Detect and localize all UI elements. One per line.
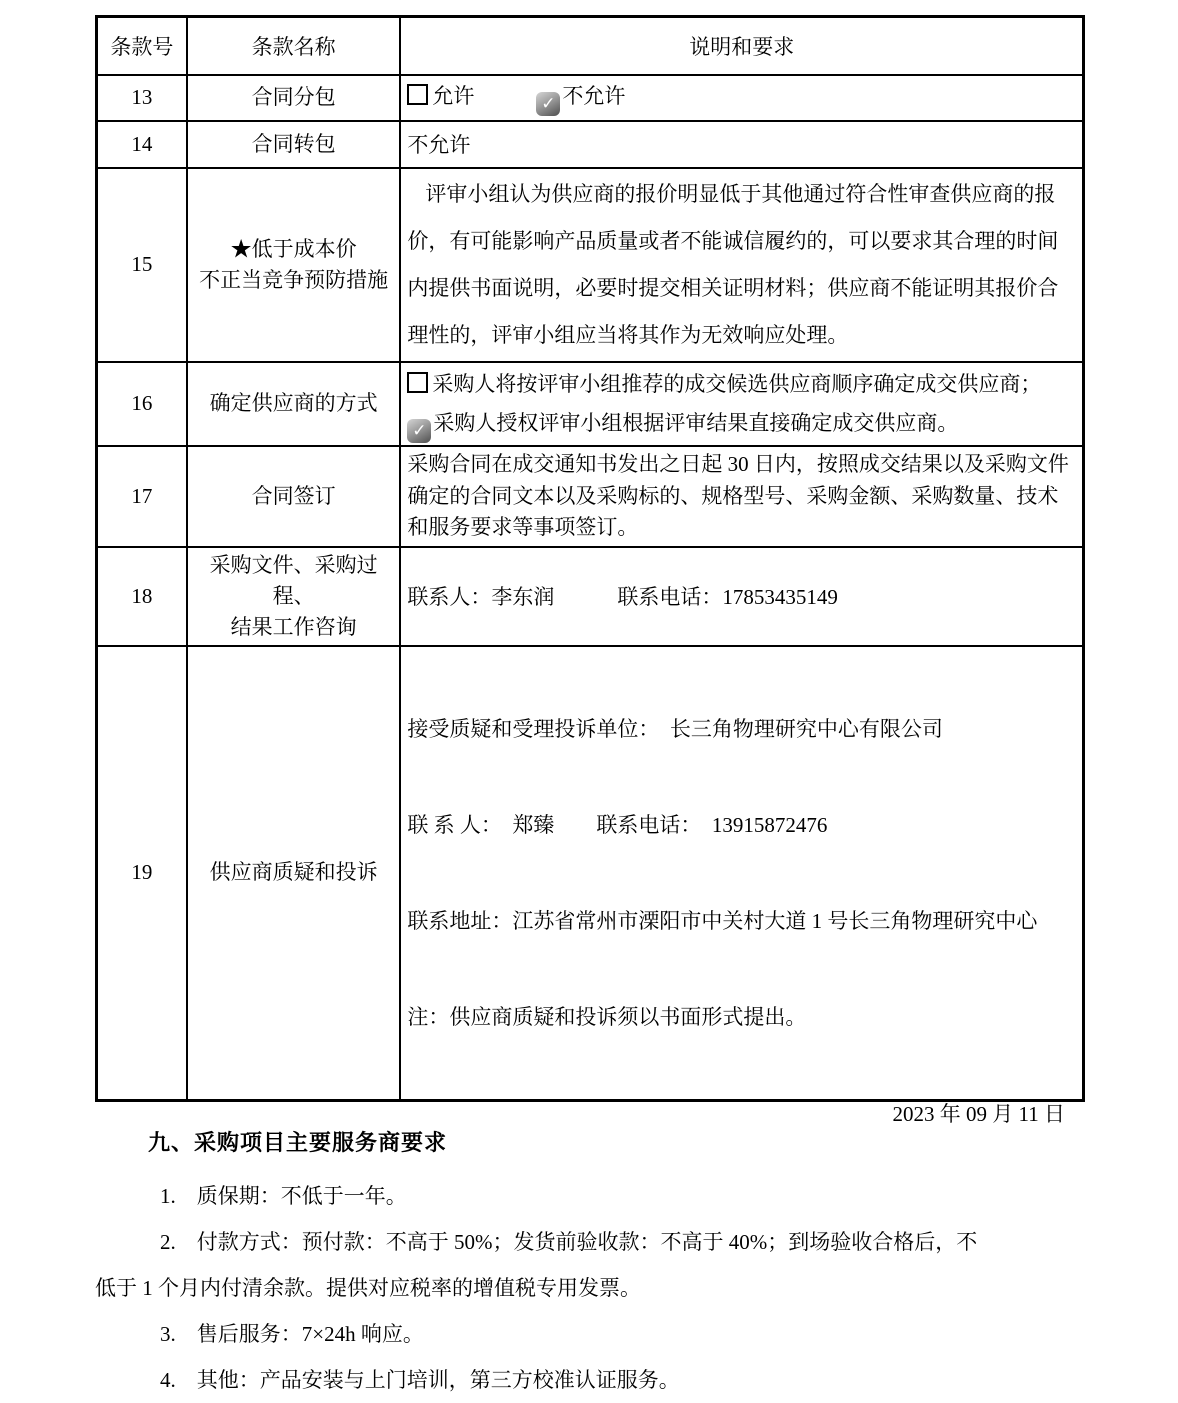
header-clause-name: 条款名称 xyxy=(187,17,401,75)
clause-name-line1: ★低于成本价 xyxy=(230,236,357,261)
clause-desc xyxy=(400,75,1083,121)
checkbox-checked-icon xyxy=(536,92,560,116)
table-header-row xyxy=(97,17,1084,75)
table-row-18 xyxy=(97,547,1084,646)
clause-name: 确定供应商的方式 xyxy=(187,362,401,447)
clause-table xyxy=(95,15,1085,1102)
requirement-list xyxy=(95,1173,1085,1403)
clause-no: 19 xyxy=(97,646,187,1101)
clause-name-line2: 结果工作咨询 xyxy=(230,614,357,639)
table-row-13 xyxy=(97,75,1084,121)
clause-name xyxy=(187,168,401,362)
clause-no: 16 xyxy=(97,362,187,447)
clause-desc: 评审小组认为供应商的报价明显低于其他通过符合性审查供应商的报价，有可能影响产品质量或者不能诚信履约的，可以要求其合理的时间内提供书面说明，必要时提交相关证明材料；供应商不能证明其报价合理性的，评审小组应当将其作为无效响应处理。 xyxy=(400,168,1083,362)
list-item-1: 1. 质保期：不低于一年。 xyxy=(160,1183,407,1208)
option-label-allow: 允许 xyxy=(432,83,475,108)
clause-desc xyxy=(400,646,1083,1101)
clause-name-line1: 采购文件、采购过程、 xyxy=(209,552,378,608)
clause-desc xyxy=(400,362,1083,447)
checkbox-checked-icon xyxy=(407,419,431,443)
clause-no: 17 xyxy=(97,446,187,547)
list-item-2-line2: 低于 1 个月内付清余款。提供对应税率的增值税专用发票。 xyxy=(95,1275,641,1300)
clause-no: 13 xyxy=(97,75,187,121)
option-label: 采购人授权评审小组根据评审结果直接确定成交供应商。 xyxy=(433,410,959,435)
list-item-3: 3. 售后服务：7×24h 响应。 xyxy=(160,1321,424,1346)
complaint-contact-line: 联 系 人： 郑臻 联系电话： 13915872476 xyxy=(407,812,828,837)
list-item-4: 4. 其他：产品安装与上门培训，第三方校准认证服务。 xyxy=(160,1367,680,1392)
complaint-note-line: 注：供应商质疑和投诉须以书面形式提出。 xyxy=(407,1004,807,1029)
option-label: 采购人将按评审小组推荐的成交候选供应商顺序确定成交供应商； xyxy=(432,371,1042,396)
clause-no: 18 xyxy=(97,547,187,646)
table-row-17 xyxy=(97,446,1084,547)
option-row-2 xyxy=(407,404,1076,444)
clause-name: 供应商质疑和投诉 xyxy=(187,646,401,1101)
table-row-19 xyxy=(97,646,1084,1101)
clause-no: 14 xyxy=(97,121,187,168)
list-item-2-line1: 2. 付款方式：预付款：不高于 50%；发货前验收款：不高于 40%；到场验收合格后，不 xyxy=(160,1229,978,1254)
option-row-1 xyxy=(407,365,1076,404)
table-row-16 xyxy=(97,362,1084,447)
clause-name xyxy=(187,547,401,646)
complaint-unit-line: 接受质疑和受理投诉单位： 长三角物理研究中心有限公司 xyxy=(407,716,943,741)
section-heading: 九、采购项目主要服务商要求 xyxy=(148,1129,448,1155)
header-clause-no: 条款号 xyxy=(97,17,187,75)
clause-desc: 采购合同在成交通知书发出之日起 30 日内，按照成交结果以及采购文件确定的合同文本以及采购标的、规格型号、采购金额、采购数量、技术和服务要求等事项签订。 xyxy=(400,446,1083,547)
checkbox-unchecked-icon xyxy=(407,84,428,105)
complaint-address-line: 联系地址：江苏省常州市溧阳市中关村大道 1 号长三角物理研究中心 xyxy=(407,908,1038,933)
checkbox-unchecked-icon xyxy=(407,372,428,393)
table-row-14 xyxy=(97,121,1084,168)
clause-name: 合同签订 xyxy=(187,446,401,547)
clause-desc: 联系人：李东润 联系电话：17853435149 xyxy=(400,547,1083,646)
document-page xyxy=(95,15,1085,1403)
table-row-15 xyxy=(97,168,1084,362)
clause-name: 合同分包 xyxy=(187,75,401,121)
clause-desc: 不允许 xyxy=(400,121,1083,168)
clause-no: 15 xyxy=(97,168,187,362)
clause-name-line2: 不正当竞争预防措施 xyxy=(199,267,389,292)
document-date: 2023 年 09 月 11 日 xyxy=(892,1102,1065,1126)
header-clause-desc: 说明和要求 xyxy=(400,17,1083,75)
option-label-disallow: 不允许 xyxy=(562,83,626,108)
clause-name: 合同转包 xyxy=(187,121,401,168)
